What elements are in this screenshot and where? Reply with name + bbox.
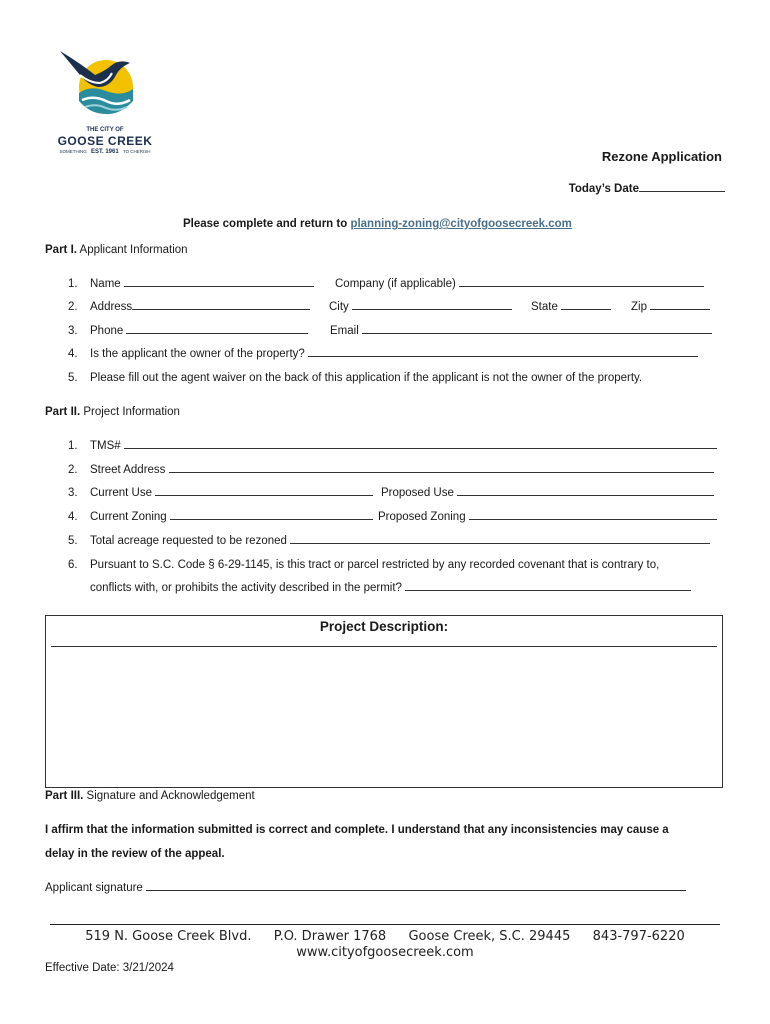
owner-question-field[interactable] xyxy=(90,348,698,360)
phone-label: Phone xyxy=(90,325,124,337)
part1-number-4: 4. xyxy=(68,348,78,360)
footer-website[interactable]: www.cityofgoosecreek.com xyxy=(296,945,474,960)
footer-phone: 843-797-6220 xyxy=(592,929,685,944)
tms-label: TMS# xyxy=(90,440,121,452)
affirmation-line2: delay in the review of the appeal. xyxy=(45,848,225,860)
part2-number-2: 2. xyxy=(68,464,78,476)
email-field[interactable] xyxy=(330,325,712,337)
todays-date-label: Today’s Date xyxy=(568,183,639,195)
project-description-title: Project Description: xyxy=(319,619,449,634)
zip-field[interactable] xyxy=(631,301,710,313)
proposed-zoning-label: Proposed Zoning xyxy=(378,511,466,523)
covenant-question-line1: Pursuant to S.C. Code § 6-29-1145, is this tract or parcel restricted by any recorded covenant that is contrary to, xyxy=(90,559,660,571)
address-field[interactable] xyxy=(90,301,310,313)
part1-number-5: 5. xyxy=(68,372,78,384)
company-field[interactable] xyxy=(335,278,704,290)
part1-number-1: 1. xyxy=(68,278,78,290)
footer-po-box: P.O. Drawer 1768 xyxy=(273,929,387,944)
instructions-line xyxy=(183,218,572,230)
logo-established: EST. 1961 xyxy=(91,149,119,155)
logo-city-name: GOOSE CREEK xyxy=(57,134,153,148)
owner-question-label: Is the applicant the owner of the property? xyxy=(90,348,305,360)
part2-heading-rest: Project Information xyxy=(80,406,180,418)
current-use-field[interactable] xyxy=(90,487,373,499)
logo-tagline xyxy=(50,149,160,155)
project-description-divider xyxy=(51,646,717,647)
part1-number-2: 2. xyxy=(68,301,78,313)
acreage-label: Total acreage requested to be rezoned xyxy=(90,535,287,547)
part2-number-1: 1. xyxy=(68,440,78,452)
address-label: Address xyxy=(90,301,133,313)
logo-the-city-of: THE CITY OF xyxy=(86,127,124,133)
street-address-label: Street Address xyxy=(90,464,166,476)
part2-number-5: 5. xyxy=(68,535,78,547)
tms-field[interactable] xyxy=(90,440,717,452)
footer-city-state-zip: Goose Creek, S.C. 29445 xyxy=(408,929,571,944)
part1-heading xyxy=(45,244,188,256)
acreage-field[interactable] xyxy=(90,535,710,547)
todays-date-field[interactable] xyxy=(569,183,725,195)
part2-number-3: 3. xyxy=(68,487,78,499)
company-label: Company (if applicable) xyxy=(335,278,456,290)
part2-heading xyxy=(45,406,180,418)
city-logo xyxy=(50,45,160,160)
affirmation-line1: I affirm that the information submitted is correct and complete. I understand that any inconsistencies may cause a xyxy=(45,824,669,836)
effective-date: Effective Date: 3/21/2024 xyxy=(45,962,174,974)
logo-tagline-right: TO CHERISH xyxy=(122,149,151,154)
city-label: City xyxy=(329,301,349,313)
project-description-box[interactable] xyxy=(45,615,723,788)
part1-heading-rest: Applicant Information xyxy=(76,244,188,256)
logo-tagline-left: SOMETHING xyxy=(59,149,87,154)
proposed-zoning-field[interactable] xyxy=(378,511,717,523)
current-use-label: Current Use xyxy=(90,487,152,499)
applicant-signature-label: Applicant signature xyxy=(45,882,143,894)
part2-number-4: 4. xyxy=(68,511,78,523)
part3-heading-bold: Part III. xyxy=(45,790,84,802)
state-label: State xyxy=(531,301,558,313)
page-title: Rezone Application xyxy=(601,149,722,164)
part1-number-3: 3. xyxy=(68,325,78,337)
name-field[interactable] xyxy=(90,278,314,290)
part2-heading-bold: Part II. xyxy=(45,406,81,418)
state-field[interactable] xyxy=(531,301,611,313)
proposed-use-field[interactable] xyxy=(381,487,714,499)
current-zoning-label: Current Zoning xyxy=(90,511,167,523)
proposed-use-label: Proposed Use xyxy=(381,487,454,499)
applicant-signature-field[interactable] xyxy=(45,882,686,894)
footer-address: 519 N. Goose Creek Blvd. xyxy=(85,929,252,944)
part2-number-6: 6. xyxy=(68,559,78,571)
instructions-prefix: Please complete and return to xyxy=(183,218,351,230)
covenant-question-line2: conflicts with, or prohibits the activity described in the permit? xyxy=(90,582,402,594)
zip-label: Zip xyxy=(631,301,647,313)
footer-divider xyxy=(50,924,720,925)
name-label: Name xyxy=(90,278,121,290)
covenant-field[interactable] xyxy=(90,582,691,594)
footer-contact-line xyxy=(50,929,720,944)
current-zoning-field[interactable] xyxy=(90,511,373,523)
email-label: Email xyxy=(330,325,359,337)
part3-heading-rest: Signature and Acknowledgement xyxy=(83,790,255,802)
email-link[interactable]: planning-zoning@cityofgoosecreek.com xyxy=(350,218,572,230)
part1-heading-bold: Part I. xyxy=(45,244,77,256)
phone-field[interactable] xyxy=(90,325,308,337)
agent-waiver-note: Please fill out the agent waiver on the back of this application if the applicant is not the owner of the property. xyxy=(90,372,643,384)
street-address-field[interactable] xyxy=(90,464,714,476)
city-field[interactable] xyxy=(329,301,512,313)
part3-heading xyxy=(45,790,255,802)
goose-logo-icon xyxy=(50,45,160,125)
